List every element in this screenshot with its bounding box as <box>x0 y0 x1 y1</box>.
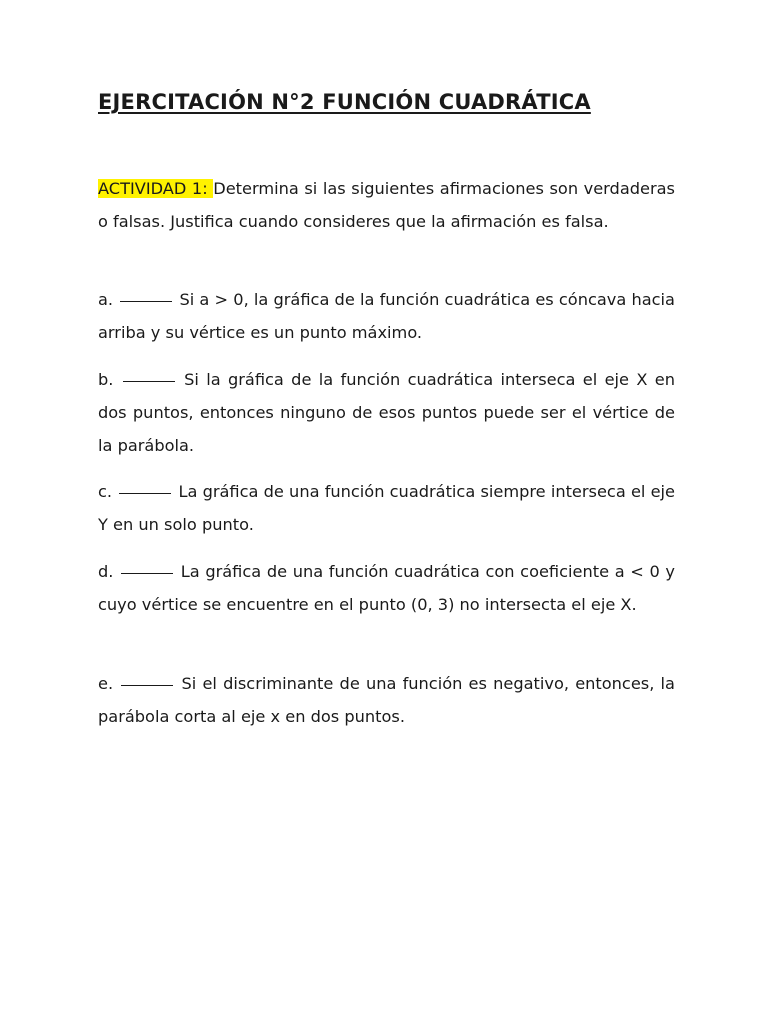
answer-blank[interactable] <box>121 684 173 686</box>
answer-blank[interactable] <box>119 492 171 494</box>
item-letter: e. <box>98 674 114 693</box>
item-text: Si a > 0, la gráfica de la función cuadrática es cóncava hacia arriba y su vértice es un punto máximo. <box>98 290 675 342</box>
item-letter: a. <box>98 290 114 309</box>
statement-item-b <box>98 363 675 462</box>
activity-instructions-text: Determina si las siguientes afirmaciones son verdaderas o falsas. Justifica cuando consideres que la afirmación es falsa. <box>98 179 675 231</box>
item-text: Si la gráfica de la función cuadrática interseca el eje X en dos puntos, entonces ninguno de esos puntos puede ser el vértice de la parábola. <box>98 370 675 455</box>
item-letter: d. <box>98 562 114 581</box>
statement-item-c <box>98 475 675 541</box>
activity-label: ACTIVIDAD 1: <box>98 179 214 198</box>
activity-instructions <box>98 172 675 238</box>
statement-item-d <box>98 555 675 621</box>
item-letter: c. <box>98 482 113 501</box>
document-title: EJERCITACIÓN N°2 FUNCIÓN CUADRÁTICA <box>98 90 591 114</box>
answer-blank[interactable] <box>121 572 173 574</box>
statement-item-e <box>98 667 675 733</box>
statement-item-a <box>98 283 675 349</box>
item-text: Si el discriminante de una función es negativo, entonces, la parábola corta al eje x en dos puntos. <box>98 674 675 726</box>
item-text: La gráfica de una función cuadrática siempre interseca el eje Y en un solo punto. <box>98 482 676 534</box>
answer-blank[interactable] <box>120 300 172 302</box>
item-letter: b. <box>98 370 114 389</box>
answer-blank[interactable] <box>123 380 175 382</box>
item-text: La gráfica de una función cuadrática con coeficiente a < 0 y cuyo vértice se encuentre en el punto (0, 3) no intersecta el eje X. <box>98 562 675 614</box>
